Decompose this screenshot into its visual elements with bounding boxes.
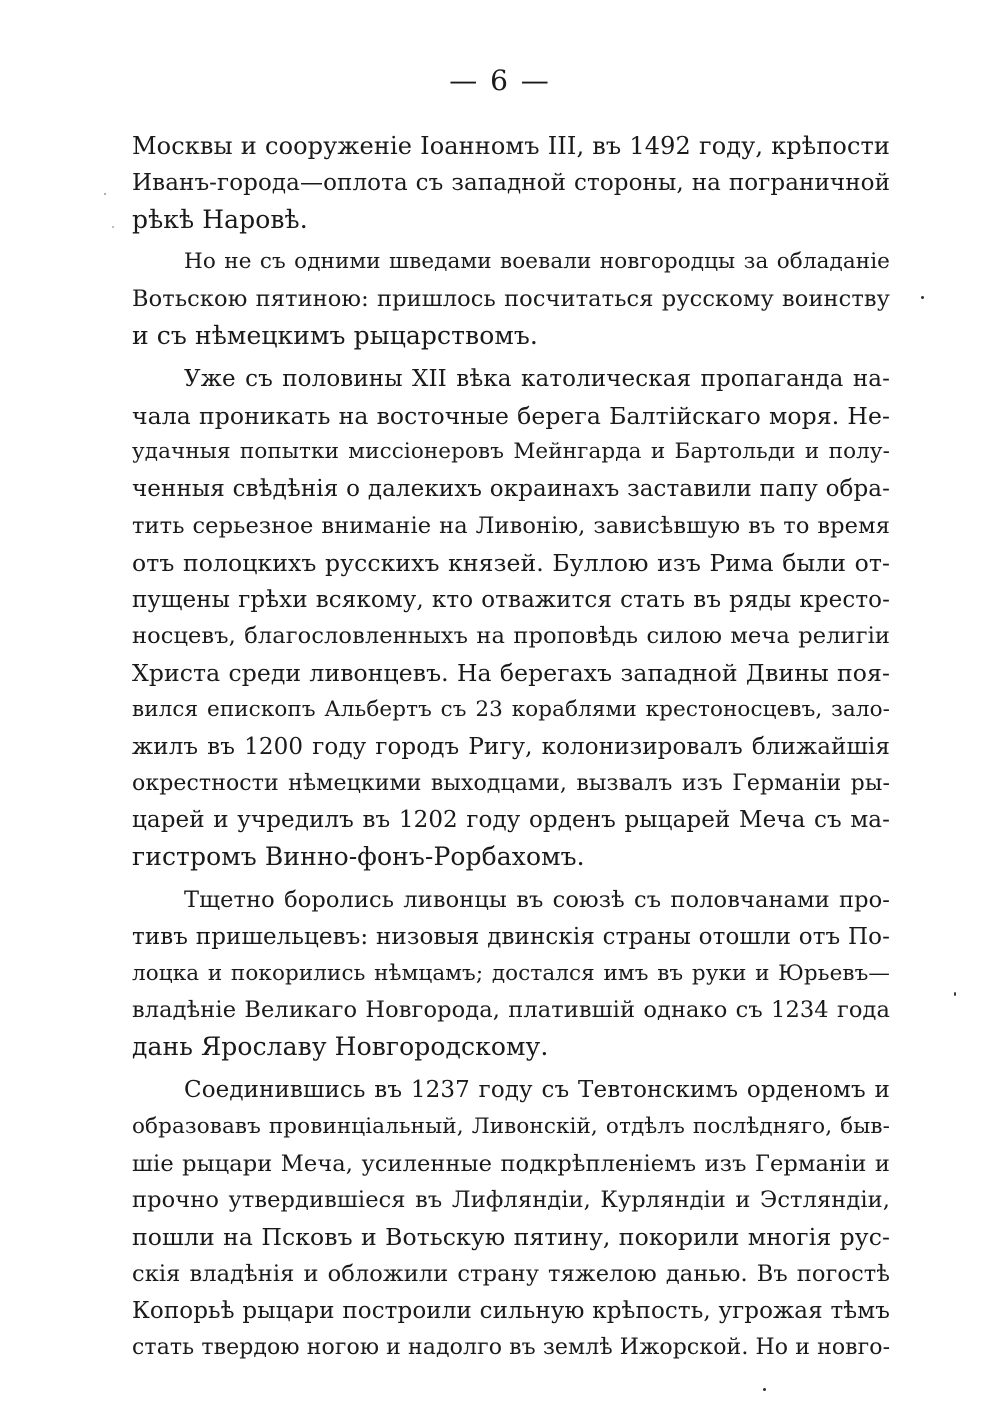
- text-line: носцевъ, благословленныхъ на проповѣдь силою меча религіи: [132, 623, 890, 650]
- text-line: Москвы и сооруженіе Іоанномъ III, въ 1492 году, крѣпости: [132, 132, 890, 160]
- text-line: владѣніе Великаго Новгорода, платившій однако съ 1234 года: [132, 997, 890, 1024]
- text-line: тивъ пришельцевъ: низовыя двинскія страны отошли отъ По-: [132, 923, 890, 950]
- text-line: окрестности нѣмецкими выходцами, вызвалъ изъ Германіи ры-: [132, 770, 890, 796]
- text-line: чала проникать на восточные берега Балтійскаго моря. Не-: [132, 401, 890, 430]
- text-line: прочно утвердившіеся въ Лифляндіи, Курляндіи и Эстляндіи,: [132, 1187, 890, 1214]
- text-line: тить серьезное вниманіе на Ливонію, зависѣвшую въ то время: [132, 512, 890, 539]
- text-line: образовавъ провинціальный, Ливонскій, отдѣлъ послѣдняго, быв-: [132, 1113, 890, 1139]
- text-line: шіе рыцари Меча, усиленные подкрѣпленіемъ изъ Германіи и: [132, 1150, 890, 1177]
- text-line: царей и учредилъ въ 1202 году орденъ рыцарей Меча съ ма-: [132, 807, 890, 834]
- scan-speck: [763, 1388, 766, 1391]
- text-line: Копорьѣ рыцари построили сильную крѣпость, угрожая тѣмъ: [132, 1297, 890, 1324]
- text-line: пошли на Псковъ и Вотьскую пятину, покорили многія рус-: [132, 1223, 890, 1252]
- text-line: гистромъ Винно-фонъ-Рорбахомъ.: [132, 842, 585, 872]
- text-line: пущены грѣхи всякому, кто отважится стать въ ряды кресто-: [132, 586, 890, 613]
- text-line: Христа среди ливонцевъ. На берегахъ западной Двины поя-: [132, 659, 890, 688]
- text-line: Но не съ одними шведами воевали новгородцы за обладаніе: [184, 249, 890, 275]
- page-number: — 6 —: [449, 64, 551, 97]
- text-line: стать твердою ногою и надолго въ землѣ Ижорской. Но и новго-: [132, 1334, 891, 1360]
- text-line: жилъ въ 1200 году городъ Ригу, колонизировалъ ближайшія: [132, 733, 890, 760]
- text-line: Соединившись въ 1237 году съ Тевтонскимъ орденомъ и: [184, 1076, 890, 1103]
- text-line: отъ полоцкихъ русскихъ князей. Буллою изъ Рима были от-: [132, 548, 890, 577]
- text-line: скія владѣнія и обложили страну тяжелою данью. Въ погостѣ: [132, 1260, 890, 1287]
- text-line: Тщетно боролись ливонцы въ союзѣ съ половчанами про-: [184, 886, 890, 913]
- text-line: и съ нѣмецкимъ рыцарствомъ.: [132, 320, 538, 350]
- text-line: удачныя попытки миссіонеровъ Мейнгарда и Бартольди и полу-: [132, 439, 890, 465]
- text-line: Вотьскою пятиною: пришлось посчитаться русскому воинству: [132, 286, 890, 313]
- scan-speck: [104, 193, 106, 195]
- scan-speck: [954, 992, 956, 996]
- text-line: лоцка и покорились нѣмцамъ; достался имъ въ руки и Юрьевъ—: [132, 960, 890, 986]
- text-line: дань Ярославу Новгородскому.: [132, 1032, 549, 1062]
- text-line: ченныя свѣдѣнія о далекихъ окраинахъ заставили папу обра-: [132, 476, 890, 503]
- text-line: Иванъ-города—оплота съ западной стороны, на пограничной: [132, 169, 890, 196]
- text-line: вился епископъ Альбертъ съ 23 кораблями крестоносцевъ, зало-: [132, 696, 890, 722]
- text-line: рѣкѣ Наровѣ.: [132, 204, 308, 234]
- text-line: Уже съ половины XII вѣка католическая пропаганда на-: [184, 365, 890, 392]
- scan-speck: [112, 226, 114, 228]
- body-text: [132, 128, 890, 1366]
- scan-speck: [921, 296, 924, 299]
